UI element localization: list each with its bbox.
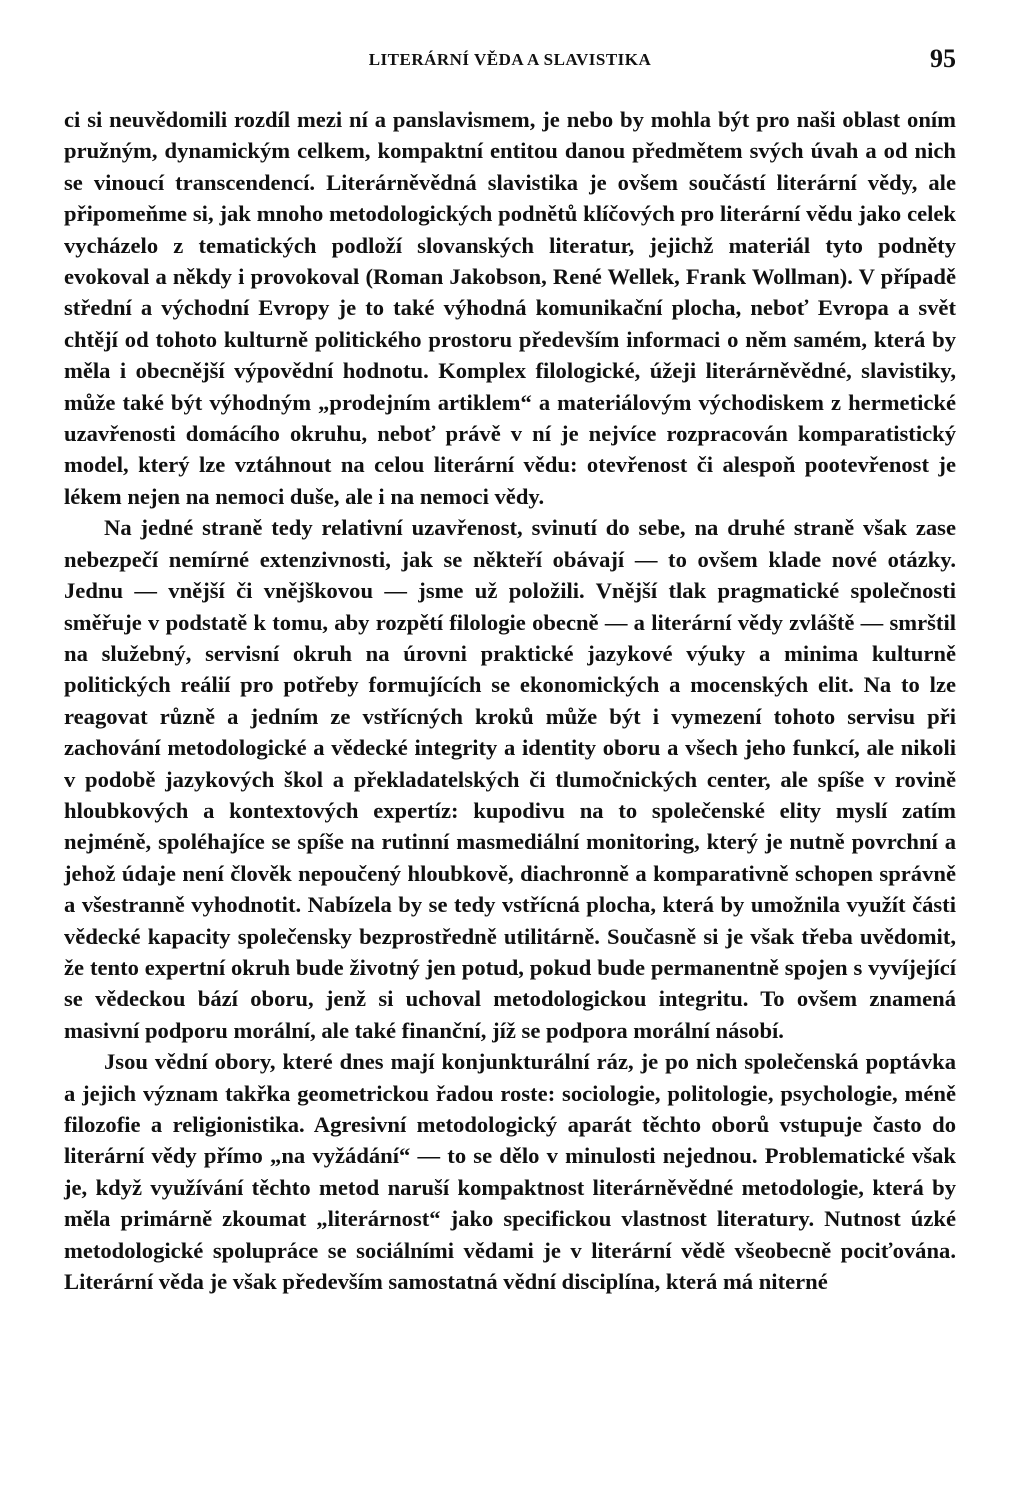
book-page bbox=[64, 0, 956, 1501]
body-text bbox=[64, 104, 956, 1297]
paragraph-continued: ci si neuvědomili rozdíl mezi ní a panslavismem, je nebo by mohla být pro naši oblast oním pružným, dynamickým celkem, kompaktní entitou danou předmětem svých úvah a od nich se vinoucí transcendencí. Literárněvědná slavistika je ovšem součástí literární vědy, ale připomeňme si, jak mnoho metodologických podnětů klíčových pro literární vědu jako celek vycházelo z tematických podloží slovanských literatur, jejichž materiál tyto podněty evokoval a někdy i provokoval (Roman Jakobson, René Wellek, Frank Wollman). V případě střední a východní Evropy je to také výhodná komunikační plocha, neboť Evropa a svět chtějí od tohoto kulturně politického prostoru především informaci o něm samém, která by měla i obecnější výpovědní hodnotu. Komplex filologické, úžeji literárněvědné, slavistiky, může také být výhodným „prodejním artiklem“ a materiálovým východiskem z hermetické uzavřenosti domácího okruhu, neboť právě v ní je nejvíce rozpracován komparatistický model, který lze vztáhnout na celou literární vědu: otevřenost či alespoň pootevřenost je lékem nejen na nemoci duše, ale i na nemoci vědy. bbox=[64, 107, 956, 509]
running-header bbox=[64, 44, 956, 80]
paragraph: Na jedné straně tedy relativní uzavřenost, svinutí do sebe, na druhé straně však zase nebezpečí nemírné extenzivnosti, jak se někteří obávají — to ovšem klade nové otázky. Jednu — vnější či vnějškovou — jsme už položili. Vnější tlak pragmatické společnosti směřuje v podstatě k tomu, aby rozpětí filologie obecně — a literární vědy zvláště — smrštil na služebný, servisní okruh na úrovni praktické jazykové výuky a minima kulturně politických reálií pro potřeby formujících se ekonomických a mocenských elit. Na to lze reagovat různě a jedním ze vstřícných kroků může být i vymezení tohoto servisu při zachování metodologické a vědecké integrity a identity oboru a všech jeho funkcí, ale nikoli v podobě jazykových škol a překladatelských či tlumočnických center, ale spíše v rovině hloubkových a kontextových expertíz: kupodivu na to společenské elity myslí zatím nejméně, spoléhajíce se spíše na rutinní masmediální monitoring, který je nutně povrchní a jehož údaje není člověk nepoučený hloubkově, diachronně a komparativně schopen správně a všestranně vyhodnotit. Nabízela by se tedy vstřícná plocha, která by umožnila využít části vědecké kapacity společensky bezprostředně utilitárně. Současně si je však třeba uvědomit, že tento expertní okruh bude životný jen potud, pokud bude permanentně spojen s vyvíjející se vědeckou bází oboru, jenž si uchoval metodologickou integritu. To ovšem znamená masivní podporu morální, ale také finanční, jíž se podpora morální násobí. bbox=[64, 515, 956, 1043]
running-title: LITERÁRNÍ VĚDA A SLAVISTIKA bbox=[368, 50, 652, 69]
page-number: 95 bbox=[930, 44, 956, 73]
paragraph: Jsou vědní obory, které dnes mají konjunkturální ráz, je po nich společenská poptávka a jejich význam takřka geometrickou řadou roste: sociologie, politologie, psychologie, méně filozofie a religionistika. Agresivní metodologický aparát těchto oborů vstupuje často do literární vědy přímo „na vyžádání“ — to se dělo v minulosti nejednou. Problematické však je, když využívání těchto metod naruší kompaktnost literárněvědné metodologie, která by měla primárně zkoumat „literárnost“ jako specifickou vlastnost literatury. Nutnost úzké metodologické spolupráce se sociálními vědami je v literární vědě všeobecně pociťována. Literární věda je však především samostatná vědní disciplína, která má niterné bbox=[64, 1049, 956, 1295]
